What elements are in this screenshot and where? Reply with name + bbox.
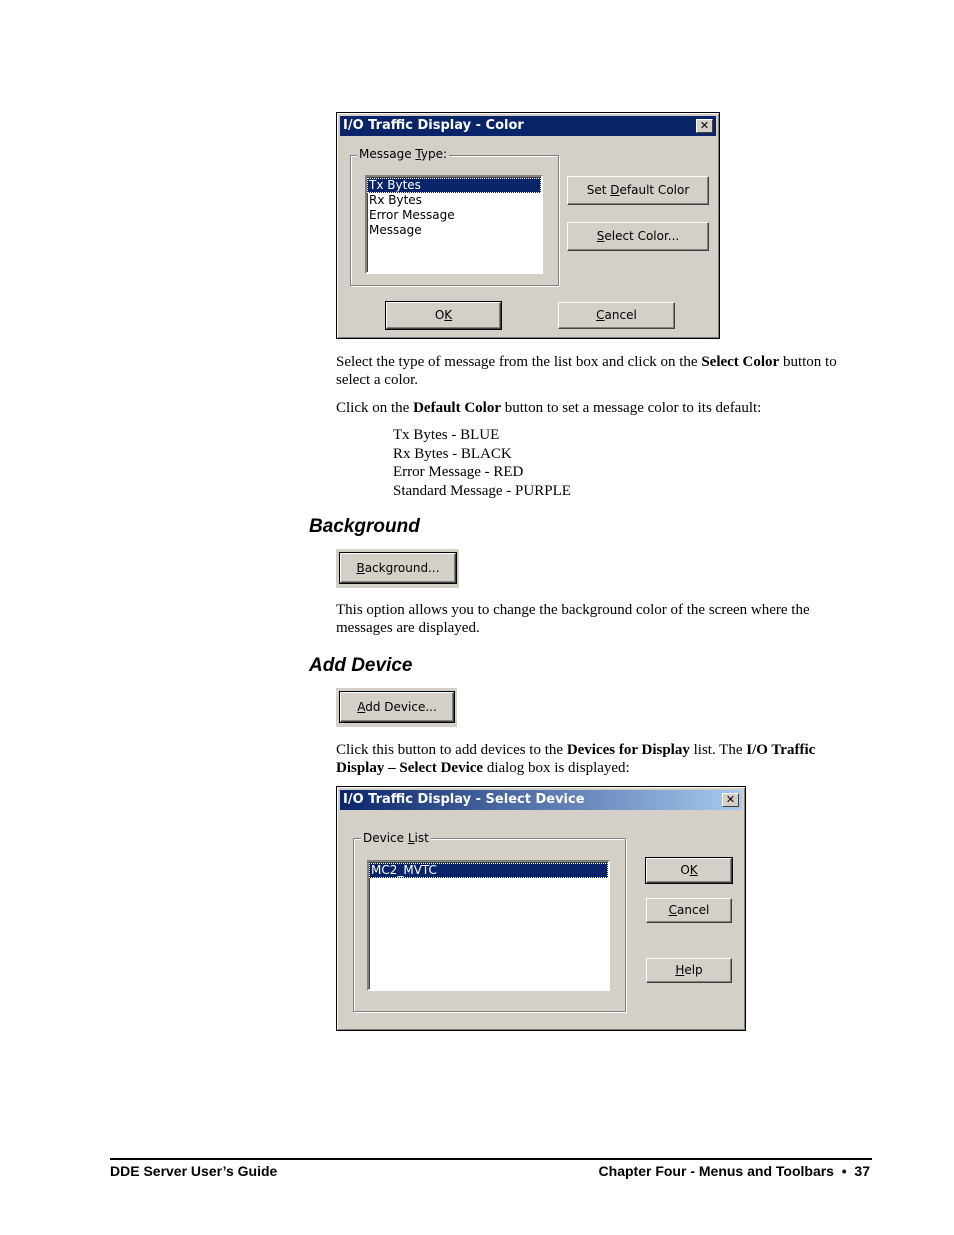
footer-right: Chapter Four - Menus and Toolbars • 37 — [598, 1163, 870, 1179]
select-device-dialog — [336, 786, 746, 1031]
select-device-titlebar[interactable] — [340, 790, 742, 810]
close-icon[interactable]: ✕ — [722, 793, 739, 807]
device-list-label: Device List — [363, 831, 429, 845]
message-type-listbox[interactable] — [365, 175, 543, 274]
default-color-item: Tx Bytes - BLUE — [393, 427, 500, 443]
default-colors-list — [393, 426, 571, 500]
color-dialog-title: I/O Traffic Display - Color — [343, 118, 524, 133]
paragraph-background: This option allows you to change the background color of the screen where the messages are displayed. — [336, 602, 810, 636]
cancel-button[interactable]: Cancel — [646, 898, 732, 923]
paragraph-add-device: Click this button to add devices to the Devices for Display list. The I/O Traffic Display – Select Device dialog box is displayed: — [336, 742, 816, 776]
list-item[interactable]: Rx Bytes — [369, 193, 422, 207]
help-button[interactable]: Help — [646, 958, 732, 983]
ok-button[interactable]: OK — [386, 302, 501, 329]
background-button[interactable]: Background... — [340, 553, 456, 583]
color-dialog-titlebar[interactable] — [340, 116, 716, 136]
add-device-button[interactable]: Add Device... — [340, 692, 454, 722]
cancel-button[interactable]: Cancel — [558, 302, 675, 329]
list-item[interactable]: Tx Bytes — [367, 178, 541, 193]
paragraph-default-color: Click on the Default Color button to set a message color to its default: — [336, 400, 762, 416]
paragraph-select-color: Select the type of message from the list box and click on the Select Color button to select a color. — [336, 354, 837, 388]
footer-left: DDE Server User’s Guide — [110, 1163, 278, 1179]
default-color-item: Standard Message - PURPLE — [393, 482, 571, 499]
close-icon[interactable]: ✕ — [696, 119, 713, 133]
list-item[interactable]: MC2_MVTC — [369, 863, 608, 878]
select-color-button[interactable]: Select Color... — [567, 222, 709, 251]
default-color-item: Rx Bytes - BLACK — [393, 445, 512, 462]
select-device-title: I/O Traffic Display - Select Device — [343, 792, 585, 807]
list-item[interactable]: Message — [369, 223, 422, 237]
set-default-color-button[interactable]: Set Default Color — [567, 176, 709, 205]
device-listbox[interactable] — [367, 860, 610, 991]
default-color-item: Error Message - RED — [393, 464, 524, 480]
heading-background: Background — [309, 516, 420, 537]
footer-rule — [110, 1158, 872, 1160]
ok-button[interactable]: OK — [646, 858, 732, 883]
heading-add-device: Add Device — [309, 655, 413, 676]
message-type-label: Message Type: — [359, 147, 448, 161]
color-dialog — [336, 112, 720, 339]
list-item[interactable]: Error Message — [369, 208, 455, 222]
